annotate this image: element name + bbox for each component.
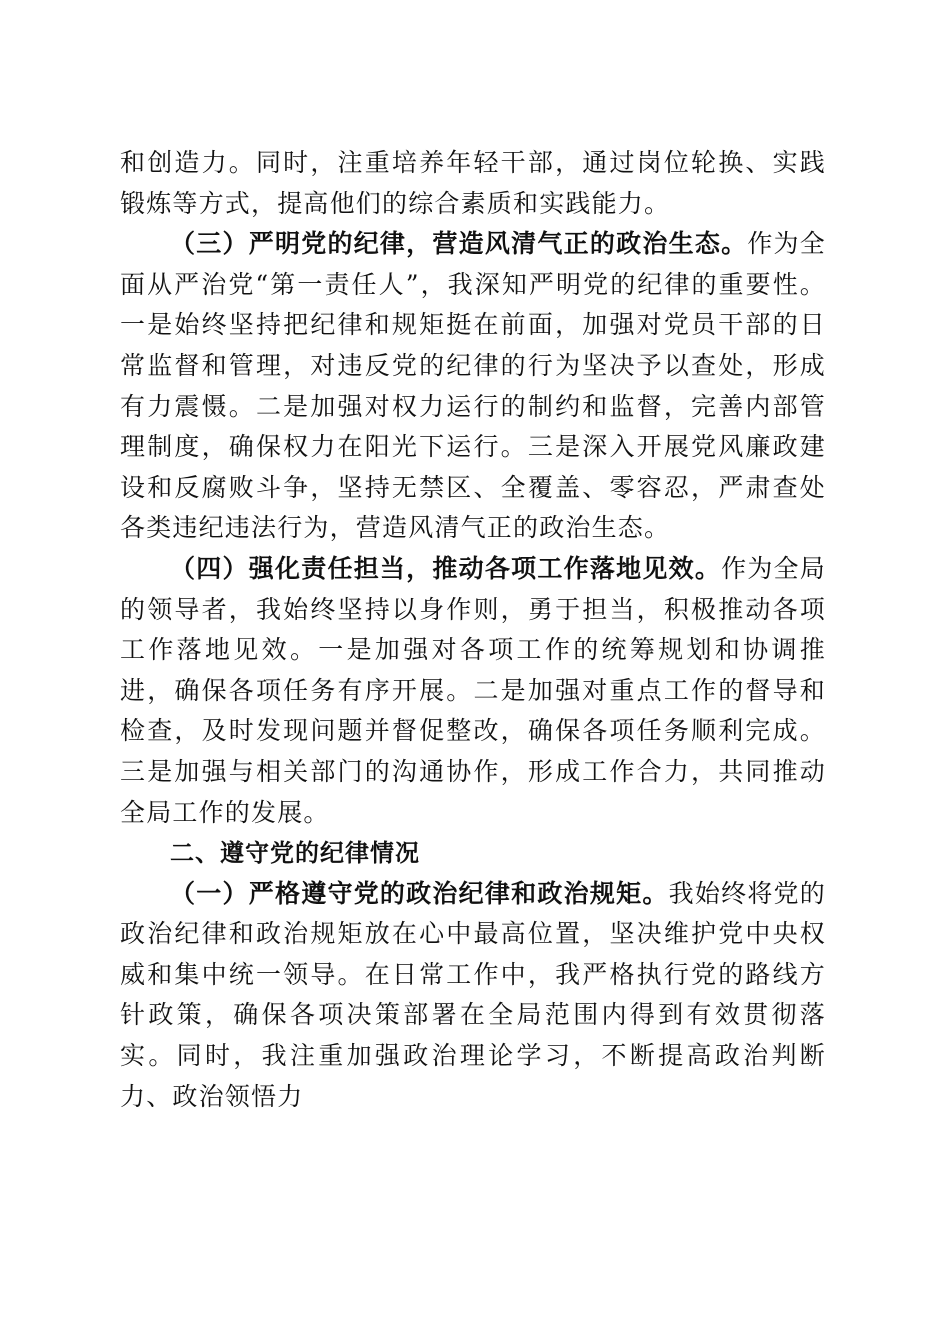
paragraph-section-3: [120, 224, 826, 549]
paragraph-lead: （一）严格遵守党的政治纪律和政治规矩。: [170, 878, 669, 908]
paragraph-lead: （四）强化责任担当，推动各项工作落地见效。: [170, 553, 722, 583]
paragraph-text: 作为全局的领导者，我始终坚持以身作则，勇于担当，积极推动各项工作落地见效。一是加强对各项工作的统筹规划和协调推进，确保各项任务有序开展。二是加强对重点工作的督导和检查，及时发现问题并督促整改，确保各项任务顺利完成。三是加强与相关部门的沟通协作，形成工作合力，共同推动全局工作的发展。: [120, 553, 827, 827]
paragraph-lead: （三）严明党的纪律，营造风清气正的政治生态。: [170, 229, 748, 259]
paragraph-text: 作为全面从严治党“第一责任人”，我深知严明党的纪律的重要性。一是始终坚持把纪律和规矩挺在前面，加强对党员干部的日常监督和管理，对违反党的纪律的行为坚决予以查处，形成有力震慑。二是加强对权力运行的制约和监督，完善内部管理制度，确保权力在阳光下运行。三是深入开展党风廉政建设和反腐败斗争，坚持无禁区、全覆盖、零容忍，严肃查处各类违纪违法行为，营造风清气正的政治生态。: [120, 229, 826, 543]
paragraph-text: 我始终将党的政治纪律和政治规矩放在心中最高位置，坚决维护党中央权威和集中统一领导。在日常工作中，我严格执行党的路线方针政策，确保各项决策部署在全局范围内得到有效贯彻落实。同时，我注重加强政治理论学习，不断提高政治判断力、政治领悟力: [120, 878, 826, 1111]
paragraph-section-4: [120, 549, 826, 833]
section-heading: 二、遵守党的纪律情况: [170, 839, 420, 868]
document-body: [120, 143, 826, 1117]
paragraph-text: 和创造力。同时，注重培养年轻干部，通过岗位轮换、实践锻炼等方式，提高他们的综合素质和实践能力。: [120, 148, 826, 218]
paragraph-continuation: [120, 143, 826, 224]
paragraph-subsection-1: [120, 874, 826, 1118]
